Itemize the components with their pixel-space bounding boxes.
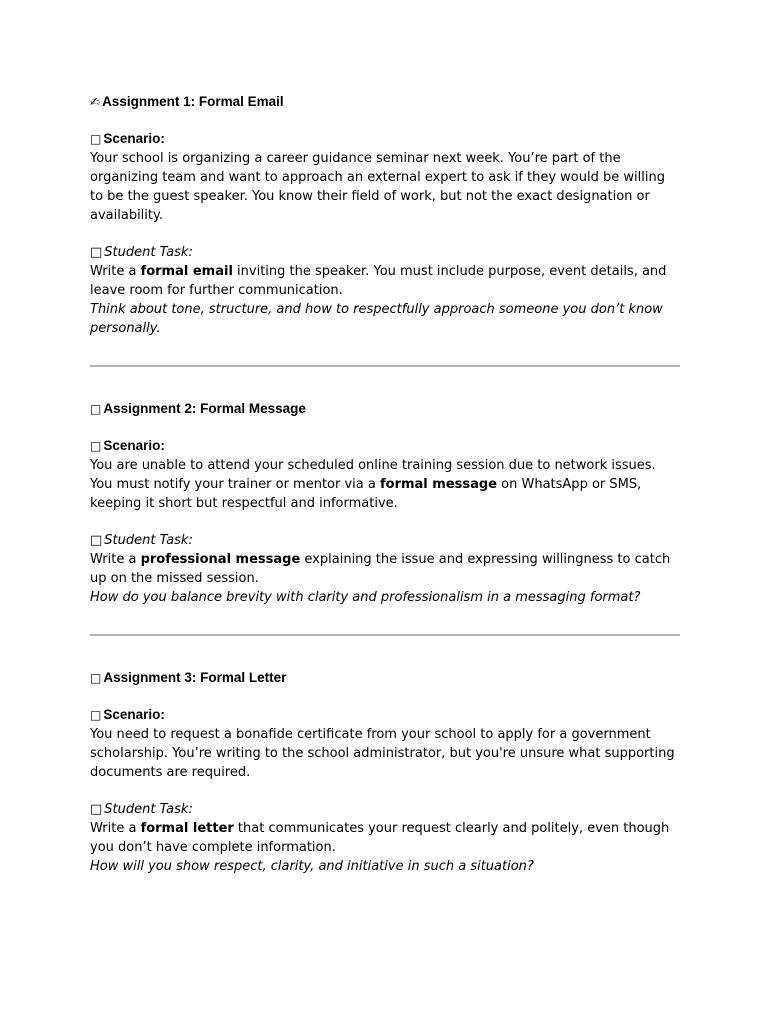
scenario-text-emphasis: formal message xyxy=(379,477,498,492)
scenario-text-post: on WhatsApp or SMS, keeping it short but respectful and informative. xyxy=(90,477,642,511)
assignment-title xyxy=(90,400,680,418)
scenario-icon: □ xyxy=(90,439,102,453)
task-heading xyxy=(90,243,680,262)
scenario-text: You need to request a bonafide certificate from your school to apply for a government scholarship. You’re writing to the school administrator, but you're unsure what supporting documents are required. xyxy=(90,727,675,780)
scenario-text: Your school is organizing a career guidance seminar next week. You’re part of the organizing team and want to approach an external expert to ask if they would be willing to be the guest speaker. You know their field of work, but not the exact designation or availability. xyxy=(90,151,665,223)
writing-hand-icon: ✍ xyxy=(90,95,101,109)
task-icon: □ xyxy=(90,245,103,260)
scenario-label: Scenario: xyxy=(103,707,165,722)
assignment-icon: □ xyxy=(90,671,102,685)
scenario-heading xyxy=(90,706,680,724)
assignment-title-text: Assignment 3: Formal Letter xyxy=(103,670,287,685)
task-text xyxy=(90,550,680,588)
task-text-post: that communicates your request clearly and politely, even though you don’t have complete information. xyxy=(90,821,670,855)
assignment-2 xyxy=(90,400,680,607)
assignment-1 xyxy=(90,93,680,338)
assignment-3 xyxy=(90,669,680,876)
task-text-post: explaining the issue and expressing willingness to catch up on the missed session. xyxy=(90,552,671,586)
task-heading xyxy=(90,800,680,819)
document-body xyxy=(90,93,680,876)
assignment-icon: □ xyxy=(90,402,102,416)
task-text xyxy=(90,262,680,300)
reflection-prompt: How will you show respect, clarity, and initiative in such a situation? xyxy=(90,859,534,874)
reflection-prompt: How do you balance brevity with clarity and professionalism in a messaging format? xyxy=(90,590,641,605)
task-text-emphasis: professional message xyxy=(140,552,301,567)
task-icon: □ xyxy=(90,802,103,817)
scenario-text xyxy=(90,456,680,513)
assignment-title-text: Assignment 2: Formal Message xyxy=(103,401,306,416)
task-label: Student Task: xyxy=(104,245,193,260)
task-text xyxy=(90,819,680,857)
task-text-emphasis: formal email xyxy=(140,264,233,279)
section-divider xyxy=(90,634,680,636)
scenario-icon: □ xyxy=(90,708,102,722)
task-label: Student Task: xyxy=(104,533,193,548)
reflection-prompt: Think about tone, structure, and how to respectfully approach someone you don’t know personally. xyxy=(90,302,663,336)
scenario-heading xyxy=(90,437,680,455)
task-text-emphasis: formal letter xyxy=(140,821,234,836)
scenario-text-pre: You are unable to attend your scheduled online training session due to network issues. You must notify your trainer or mentor via a xyxy=(90,458,656,492)
task-icon: □ xyxy=(90,533,103,548)
assignment-title xyxy=(90,669,680,687)
task-heading xyxy=(90,531,680,550)
assignment-title xyxy=(90,93,680,111)
task-text-post: inviting the speaker. You must include purpose, event details, and leave room for further communication. xyxy=(90,264,667,298)
task-label: Student Task: xyxy=(104,802,193,817)
section-divider xyxy=(90,365,680,367)
scenario-label: Scenario: xyxy=(103,438,165,453)
scenario-icon: □ xyxy=(90,132,102,146)
task-text-pre: Write a xyxy=(90,552,141,567)
task-text-pre: Write a xyxy=(90,264,141,279)
task-text-pre: Write a xyxy=(90,821,141,836)
scenario-label: Scenario: xyxy=(103,131,165,146)
assignment-title-text: Assignment 1: Formal Email xyxy=(102,94,284,109)
scenario-heading xyxy=(90,130,680,148)
